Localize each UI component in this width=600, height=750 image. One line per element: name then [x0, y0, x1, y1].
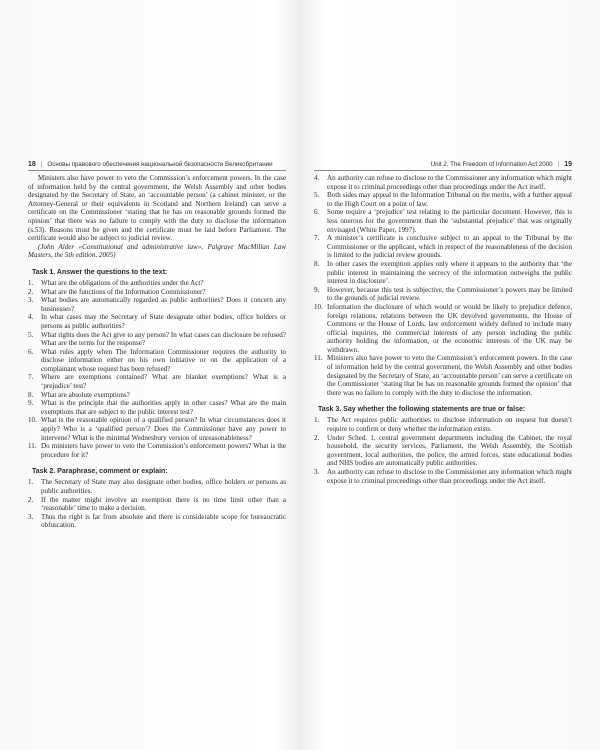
item-text: What are the functions of the Information Commissioner? — [41, 287, 206, 296]
item-text: An authority can refuse to disclose to the Commissioner any information which might expose it to criminal proceedings other than proceedings under the Act itself. — [327, 468, 572, 485]
list-item — [28, 478, 286, 495]
list-item — [28, 399, 286, 416]
list-item — [28, 373, 286, 390]
list-item — [28, 279, 286, 288]
list-item — [28, 513, 286, 530]
item-number: 11. — [314, 354, 323, 363]
list-item — [314, 416, 572, 433]
item-number: 2. — [314, 433, 320, 442]
item-number: 1. — [28, 478, 34, 487]
item-number: 9. — [28, 399, 34, 408]
item-number: 6. — [314, 208, 320, 217]
item-text: An authority can refuse to disclose to the Commissioner any information which might expose it to criminal proceedings other than proceedings under the Act itself. — [327, 174, 572, 191]
item-text: Both sides may appeal to the Information Tribunal on the merits, with a further appeal to the High Court on a point of law. — [327, 191, 572, 208]
item-number: 3. — [28, 296, 34, 305]
list-item — [28, 348, 286, 374]
item-number: 8. — [314, 259, 320, 268]
item-number: 8. — [28, 390, 34, 399]
item-number: 7. — [28, 373, 34, 382]
left-page-header — [28, 161, 286, 171]
item-text: Information the disclosure of which would or would be likely to prejudice defence, foreign relations, relations between the UK devolved governments, the House of Commons or the House of Lords, law enforcement widely defined to include many official inquiries, the commercial interests of any person including the public authority holding the information, or the economic interests of the UK may be withdrawn. — [327, 302, 572, 354]
list-item — [314, 286, 572, 303]
list-item — [314, 468, 572, 485]
item-text: What are the obligations of the authorities under the Act? — [41, 278, 204, 287]
list-item — [28, 391, 286, 400]
item-text: Under Sched. 1, central government departments including the Cabinet, the royal household, the security services, Parliament, the Welsh Assembly, the Scottish government, local authorities, the police, the armed forces, state educational bodies and NHS bodies are automatically public authorities. — [327, 433, 572, 468]
item-text: The Act requires public authorities to disclose information on request but doesn’t require to confirm or deny whether the information exists. — [327, 416, 572, 434]
item-number: 3. — [314, 468, 320, 476]
item-text: What is the reasonable opinion of a qualified person? In what circumstances does it apply? Who is a ‘qualified person’? Does the Commissioner have any power to intervene? What is the minimal Wednesbury version of unreasonableness? — [41, 416, 286, 442]
item-number: 9. — [314, 285, 320, 294]
item-number: 3. — [28, 512, 34, 521]
header-divider: | — [40, 161, 43, 168]
header-divider: | — [557, 161, 560, 168]
list-item — [28, 331, 286, 348]
item-number: 7. — [314, 234, 320, 243]
list-item — [314, 174, 572, 191]
item-text: However, because this test is subjective, the Commissioner’s powers may be limited to the grounds of judicial review. — [327, 285, 572, 303]
item-number: 2. — [28, 495, 34, 504]
task2-continued-list — [314, 174, 572, 397]
citation: (John Alder «Constitutional and administrative law», Palgrave MacMillan Law Masters, the 5th edition, 2005) — [28, 242, 286, 260]
left-page — [28, 161, 286, 530]
list-item — [314, 234, 572, 260]
item-number: 10. — [28, 416, 37, 425]
page-number: 18 — [28, 161, 36, 168]
page-number: 19 — [564, 161, 572, 168]
task3-list — [314, 416, 572, 485]
list-item — [28, 296, 286, 313]
item-text: In what cases may the Secretary of State designate other bodies, office holders or persons as public authorities? — [41, 313, 286, 330]
item-text: What bodies are automatically regarded as public authorities? Does it concern any businesses? — [41, 296, 286, 313]
item-number: 6. — [28, 347, 34, 356]
item-text: What rules apply when The Information Commissioner requires the authority to disclose information either on his own initiative or on the application of a complainant whose request has been refused? — [41, 347, 286, 373]
item-text: What is the principle that the authorities apply in other cases? What are the main exemptions that are subject to the public interest test? — [41, 399, 286, 416]
item-number: 2. — [28, 287, 34, 296]
item-text: Do ministers have power to veto the Commission’s enforcement powers? What is the procedure for it? — [41, 442, 286, 459]
item-text: What are absolute exemptions? — [41, 390, 130, 399]
item-text: Thus the right is far from absolute and there is considerable scope for bureaucratic obfuscation. — [41, 512, 286, 530]
list-item — [314, 191, 572, 208]
list-item — [28, 313, 286, 330]
item-text: What rights does the Act give to any person? In what cases can disclosure be refused? What are the terms for the response? — [41, 330, 286, 348]
item-number: 11. — [28, 442, 37, 451]
list-item — [314, 303, 572, 355]
list-item — [28, 288, 286, 297]
task2-list — [28, 478, 286, 530]
running-head: Unit 2. The Freedom of Information Act 2000 — [430, 161, 553, 168]
item-number: 10. — [314, 302, 323, 311]
task1-title: Task 1. Answer the questions to the text: — [32, 268, 168, 276]
item-text: Ministers also have power to veto the Commission’s enforcement powers. In the case of information held by the central government, the Welsh Assembly and other bodies designated by the Secretary of State, an ‘accountable person’ can serve a certificate on the Commissioner ‘stating that he has on reasonable grounds formed the opinion’ that there was no failure to comply with the duty to disclose the information. — [327, 354, 572, 397]
intro-paragraph: Ministers also have power to veto the Commission’s enforcement powers. In the case of information held by the central government, the Welsh Assembly and other bodies designated by the Secretary of State, an ‘accountable person’ (a cabinet minister, or the Attorney-General or their equivalents in Scotland and Northern Ireland) can serve a certificate on the Commissioner ‘stating that he has on reasonable grounds formed the opinion’ that there was no failure to comply with the duty to disclose the information (s.53). Reasons must be given and the certificate must be laid before Parliament. The certificate would also be subject to judicial review. — [28, 174, 286, 243]
right-page — [314, 161, 572, 485]
running-head: Основы правового обеспечения национальной безопасности Великобритании — [47, 161, 273, 168]
item-text: Where are exemptions contained? What are blanket exemptions? What is a ‘prejudice’ test? — [41, 373, 286, 391]
task2-title: Task 2. Paraphrase, comment or explain: — [32, 468, 168, 476]
item-number: 1. — [314, 416, 320, 425]
task3-title: Task 3. Say whether the following statements are true or false: — [318, 406, 526, 414]
task1-list — [28, 279, 286, 459]
right-page-header — [314, 161, 572, 171]
list-item — [314, 434, 572, 468]
item-text: A minister’s certificate is conclusive subject to an appeal to the Tribunal by the Commissioner or the applicant, which in respect of the reasonableness of the decision is limited to the judicial review grounds. — [327, 234, 572, 260]
list-item — [28, 442, 286, 459]
list-item — [28, 416, 286, 442]
list-item — [314, 354, 572, 397]
list-item — [314, 208, 572, 234]
list-item — [314, 260, 572, 286]
item-number: 4. — [314, 174, 320, 182]
item-number: 5. — [314, 191, 320, 200]
item-number: 4. — [28, 313, 34, 322]
item-number: 1. — [28, 278, 34, 287]
item-text: Some require a ‘prejudice’ test relating to the particular document. However, this is less onerous for the government than the ‘substantial prejudice’ that was originally envisaged (White Paper, 1997). — [327, 208, 572, 234]
list-item — [28, 496, 286, 513]
item-text: The Secretary of State may also designate other bodies, office holders or persons as public authorities. — [41, 478, 286, 495]
item-number: 5. — [28, 330, 34, 339]
item-text: In other cases the exemption applies only where it appears to the authority that ‘the public interest in maintaining the secrecy of the information outweighs the public interest in disclosure’. — [327, 259, 572, 286]
item-text: If the matter might involve an exemption there is no time limit other than a ‘reasonable’ time to make a decision. — [41, 495, 286, 513]
